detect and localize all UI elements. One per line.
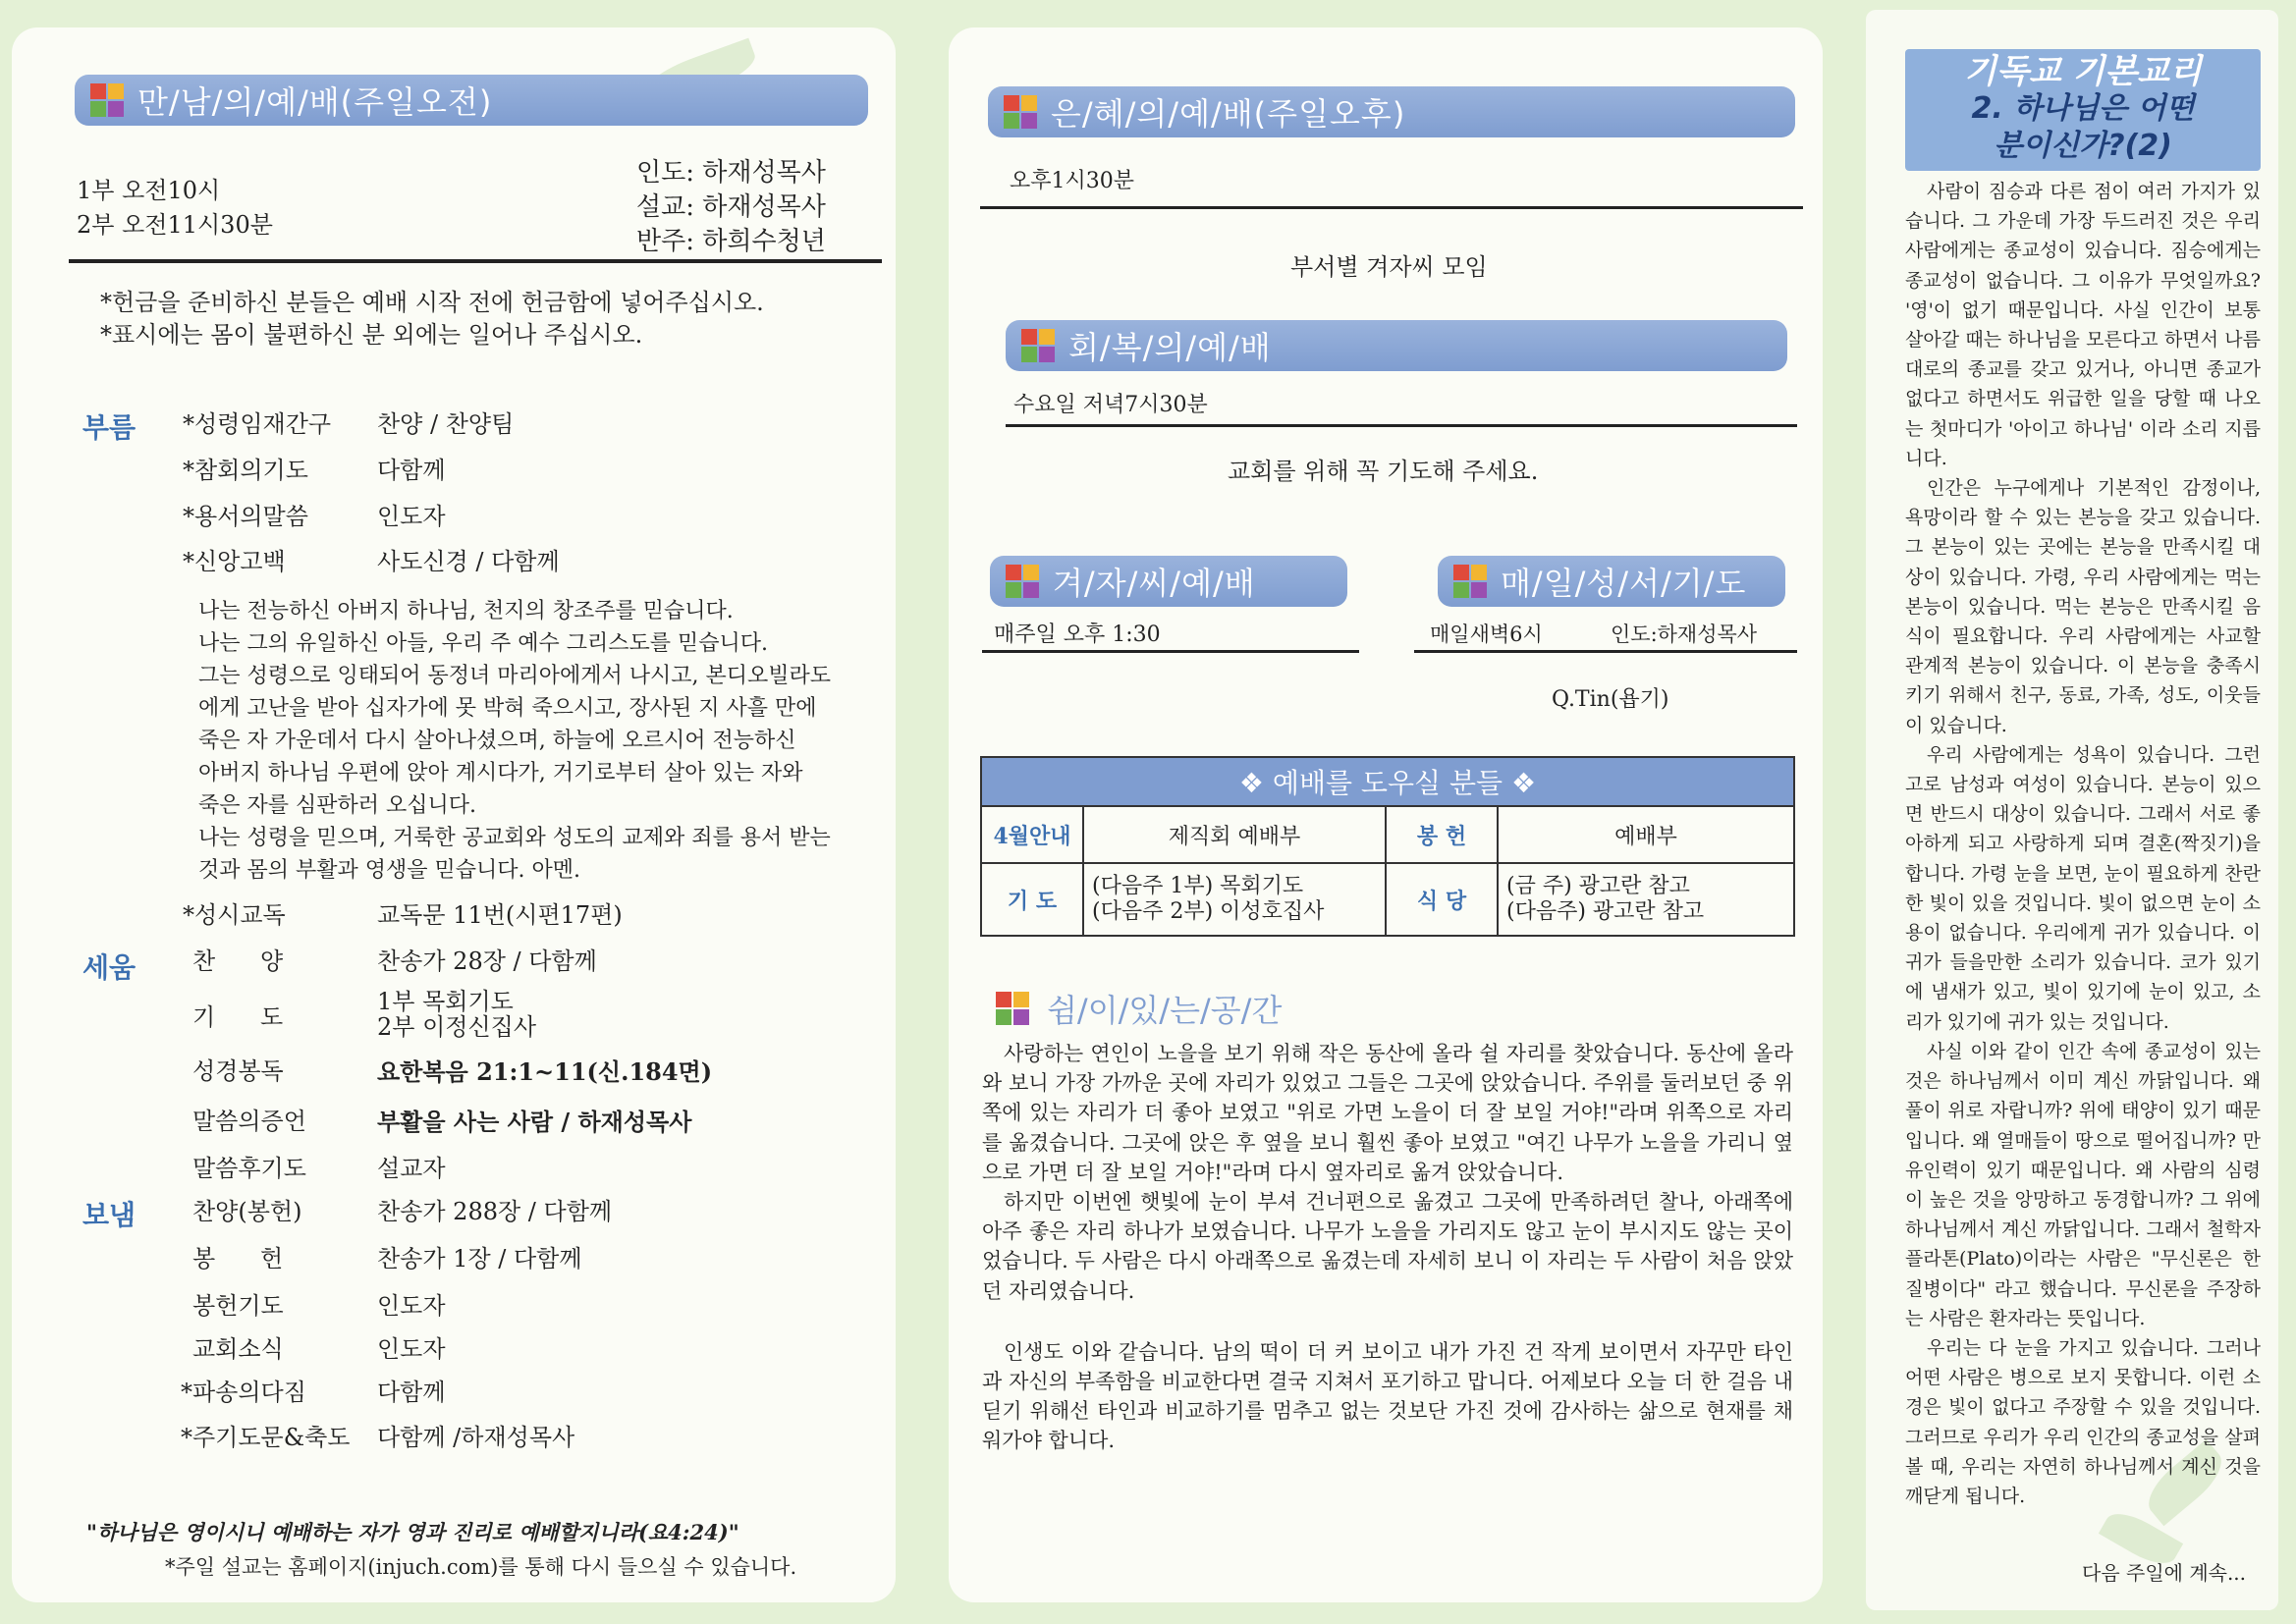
creed-line: 죽은 자를 심판하러 오십니다. (198, 793, 476, 818)
order-item-label: 말씀후기도 (192, 1155, 306, 1182)
rest-title: 쉼/이/있/는/공/간 (1047, 992, 1283, 1029)
afternoon-note: 부서별 겨자씨 모임 (1290, 253, 1488, 281)
accompanist: 반주: 하희수청년 (636, 227, 826, 256)
divider (980, 206, 1803, 209)
creed-line: 아버지 하나님 우편에 앉아 계시다가, 거기로부터 살아 있는 자와 (198, 761, 803, 785)
doctrine-subtitle: 2. 하나님은 어떤 (1971, 91, 2195, 126)
daily-leader: 인도:하재성목사 (1611, 623, 1758, 646)
order-item-value: 교독문 11번(시편17편) (377, 901, 623, 929)
order-item-value: 다함께 /하재성목사 (377, 1424, 575, 1451)
order-item-label: *성령임재간구 (183, 410, 332, 438)
prayer-value-line: (다음주 2부) 이성호집사 (1092, 899, 1325, 924)
order-item-label: 봉헌기도 (192, 1292, 284, 1320)
order-item-label: 말씀의증언 (192, 1108, 306, 1135)
rest-essay (982, 1039, 1793, 1456)
order-item-value: 찬송가 28장 / 다함께 (377, 947, 597, 975)
order-item-value: 찬송가 1장 / 다함께 (377, 1245, 582, 1272)
helpers-title: ❖ 예배를 도우실 분들 ❖ (980, 756, 1795, 807)
recovery-title: 회/복/의/예/배 (1068, 329, 1272, 366)
creed-line: 죽은 자 가운데서 다시 살아나셨으며, 하늘에 오르시어 전능하신 (198, 729, 796, 753)
doctrine-subtitle: 분이신가?(2) (1994, 129, 2172, 163)
paragraph: 인간은 누구에게나 기본적인 감정이나, 욕망이라 할 수 있는 본능을 갖고 있습니다. 그 본능이 있는 곳에는 본능을 만족시킬 대상이 있습니다. 가령, 우리 사람에게는 먹는 본능이 있습니다. 먹는 본능은 만족시킬 음식이 필요합니다. 우리 사람에게는 사교할 관계적 본능이 있습니다. 이 본능을 충족시키기 위해서 친구, 동료, 가족, 성도, 이웃들이 있습니다. (1905, 477, 2261, 736)
order-item-value: 다함께 (377, 457, 446, 484)
logo-squares-icon (90, 83, 124, 117)
table-row (981, 806, 1794, 863)
logo-squares-icon (1004, 95, 1037, 129)
meal-label: 식 당 (1386, 863, 1498, 936)
daily-title-bar (1438, 556, 1785, 607)
order-item-label: 교회소식 (192, 1335, 284, 1363)
order-item-value: 다함께 (377, 1379, 446, 1406)
paragraph: 인생도 이와 같습니다. 남의 떡이 더 커 보이고 내가 가진 건 작게 보이면서 자꾸만 타인과 자신의 부족함을 비교한다면 결국 지쳐서 포기하고 맙니다. 어제보다 오늘 더 한 걸음 내딛기 위해선 타인과 비교하기를 멈추고 없는 것보단 가진 것에 감사하는 삶으로 현재를 채워가야 합니다. (982, 1339, 1793, 1453)
notice-offering: *헌금을 준비하신 분들은 예배 시작 전에 헌금함에 넣어주십시오. (100, 289, 764, 316)
prayer-value-line: (다음주 1부) 목회기도 (1092, 874, 1304, 898)
order-item-value: 요한복음 21:1~11(신.184면) (377, 1057, 713, 1086)
paragraph: 사랑하는 연인이 노을을 보기 위해 작은 동산에 올라 쉴 자리를 찾았습니다. 동산에 올라와 보니 가장 가까운 곳에 자리가 있었고 그들은 그곳에 앉았습니다. 주위를 둘러보던 중 위쪽에 있는 자리가 더 좋아 보였고 "위로 가면 노을이 더 잘 보일 거야!"라며 위쪽으로 자리를 옮겼습니다. 그곳에 앉은 후 옆을 보니 훨씬 좋아 보였고 "여긴 나무가 노을을 가리니 옆으로 가면 더 잘 보일 거야!"라며 다시 옆자리로 옮겨 앉았습니다. (982, 1042, 1793, 1184)
order-item-label: *용서의말씀 (183, 503, 308, 530)
continued-note: 다음 주일에 계속... (2082, 1561, 2247, 1585)
creed-line: 나는 그의 유일하신 아들, 우리 주 예수 그리스도를 믿습니다. (198, 631, 768, 656)
recovery-time: 수요일 저녁7시30분 (1013, 393, 1208, 417)
group-label: 제직회 예배부 (1083, 806, 1386, 863)
prayer-value (1083, 863, 1386, 936)
afternoon-title-bar (988, 86, 1795, 137)
order-item-value: 인도자 (377, 503, 446, 530)
doctrine-essay (1905, 177, 2261, 1511)
helpers-table (980, 805, 1795, 937)
meal-value (1498, 863, 1794, 936)
afternoon-title: 은/혜/의/예/배(주일오후) (1051, 95, 1406, 133)
meal-value-line: (금 주) 광고란 참고 (1506, 874, 1690, 898)
order-item-label: *신앙고백 (183, 548, 286, 575)
meal-value-line: (다음주) 광고란 참고 (1506, 899, 1705, 924)
preacher: 설교: 하재성목사 (636, 192, 826, 222)
offer-label: 봉 헌 (1386, 806, 1498, 863)
logo-squares-icon (1453, 565, 1487, 598)
morning-title: 만/남/의/예/배(주일오전) (137, 83, 493, 121)
mustard-title: 겨/자/씨/예/배 (1053, 565, 1256, 602)
order-item-value: 설교자 (377, 1155, 446, 1182)
order-item-label: 성경봉독 (192, 1057, 284, 1085)
order-item-value: 찬송가 288장 / 다함께 (377, 1198, 613, 1225)
order-item-label: *참회의기도 (183, 457, 308, 484)
divider (1414, 650, 1797, 653)
section-sending: 보냄 (82, 1199, 137, 1231)
mustard-time: 매주일 오후 1:30 (994, 623, 1161, 647)
order-item-label: *주기도문&축도 (181, 1424, 351, 1451)
order-item-label: *성시교독 (183, 901, 286, 929)
divider (982, 650, 1359, 653)
section-calling: 부름 (82, 411, 137, 444)
mustard-title-bar (990, 556, 1347, 607)
notice-standing: *표시에는 몸이 불편하신 분 외에는 일어나 주십시오. (100, 321, 643, 349)
leader: 인도: 하재성목사 (636, 158, 826, 188)
doctrine-title: 기독교 기본교리 (1964, 52, 2202, 91)
order-item-label: 봉 헌 (192, 1245, 284, 1272)
logo-squares-icon (996, 992, 1029, 1025)
logo-squares-icon (1021, 329, 1055, 362)
creed-line: 나는 전능하신 아버지 하나님, 천지의 창조주를 믿습니다. (198, 599, 734, 623)
order-item-value: 사도신경 / 다함께 (377, 548, 560, 575)
scripture-verse: "하나님은 영이시니 예배하는 자가 영과 진리로 예배할지니라(요4:24)" (86, 1520, 739, 1544)
creed-line: 것과 몸의 부활과 영생을 믿습니다. 아멘. (198, 858, 580, 883)
order-item-value: 인도자 (377, 1335, 446, 1363)
creed-line: 나는 성령을 믿으며, 거룩한 공교회와 성도의 교제와 죄를 용서 받는 (198, 826, 831, 850)
paragraph: 사실 이와 같이 인간 속에 종교성이 있는 것은 하나님께서 이미 계신 까닭입니다. 왜 풀이 위로 자랍니까? 위에 태양이 있기 때문입니다. 왜 열매들이 땅으로 떨어집니까? 만유인력이 있기 때문입니다. 왜 사람의 심령이 높은 것을 앙망하고 동경합니까? 그 위에 하나님께서 계신 까닭입니다. 그래서 철학자 플라톤(Plato)이라는 사람은 "무신론은 한 질병이다" 라고 했습니다. 무신론을 주장하는 사람은 환자라는 뜻입니다. (1905, 1040, 2261, 1329)
month-label: 4월안내 (981, 806, 1083, 863)
order-item-value: 부활을 사는 사람 / 하재성목사 (377, 1108, 692, 1136)
daily-time: 매일새벽6시 (1430, 623, 1543, 646)
prayer-label: 기 도 (981, 863, 1083, 936)
paragraph: 우리는 다 눈을 가지고 있습니다. 그러나 어떤 사람은 병으로 보지 못합니다. 이런 소경은 빛이 없다고 주장할 수 있을 것입니다. 그러므로 우리가 우리 인간의 종교성을 살펴볼 때, 우리는 자연히 하나님께서 계신 것을 깨닫게 됩니다. (1905, 1336, 2261, 1507)
order-item-value: 찬양 / 찬양팀 (377, 410, 515, 438)
qtin: Q.Tin(욥기) (1552, 687, 1669, 712)
offer-value: 예배부 (1498, 806, 1794, 863)
divider (69, 259, 882, 263)
paragraph: 사람이 짐승과 다른 점이 여러 가지가 있습니다. 그 가운데 가장 두드러진 것은 우리 사람에게는 종교성이 있습니다. 짐승에게는 종교성이 없습니다. 그 이유가 무엇일까요? '영'이 없기 때문입니다. 사실 인간이 보통 살아갈 때는 하나님을 모른다고 하면서 나름 대로의 종교를 갖고 있거나, 아니면 종교가 없다고 하면서도 위급한 일을 당할 때 나오는 첫마디가 '아이고 하나님' 이라 소리 지릅니다. (1905, 181, 2261, 469)
creed-line: 그는 성령으로 잉태되어 동정녀 마리아에게서 나시고, 본디오빌라도 (198, 664, 832, 688)
rest-heading (996, 986, 1282, 1031)
divider (1006, 424, 1797, 427)
section-building: 세움 (82, 951, 137, 984)
logo-squares-icon (1006, 565, 1039, 598)
paragraph: 하지만 이번엔 햇빛에 눈이 부셔 건너편으로 옮겼고 그곳에 만족하려던 찰나, 아래쪽에 아주 좋은 자리 하나가 보였습니다. 나무가 노을을 가리지도 않고 눈이 부시지도 않는 곳이었습니다. 두 사람은 다시 아래쪽으로 옮겼는데 자세히 보니 이 자리는 두 사람이 처음 앉았던 자리였습니다. (982, 1190, 1793, 1303)
doctrine-title-box (1905, 49, 2261, 171)
sermon-footnote: *주일 설교는 홈페이지(injuch.com)를 통해 다시 들으실 수 있습니다. (165, 1555, 797, 1579)
afternoon-time: 오후1시30분 (1010, 169, 1134, 193)
order-item-label: 기 도 (192, 1003, 284, 1031)
order-item-label: 찬양(봉헌) (192, 1198, 302, 1225)
morning-title-bar (75, 75, 868, 126)
daily-title: 매/일/성/서/기/도 (1501, 565, 1747, 602)
creed-line: 에게 고난을 받아 십자가에 못 박혀 죽으시고, 장사된 지 사흘 만에 (198, 696, 817, 721)
recovery-note: 교회를 위해 꼭 기도해 주세요. (1228, 458, 1539, 485)
order-item-label: 찬 양 (192, 947, 284, 975)
order-item-value: 1부 목회기도 (377, 988, 514, 1015)
order-item-value: 2부 이정신집사 (377, 1013, 537, 1041)
order-item-label: *파송의다짐 (181, 1379, 306, 1406)
service-time-2: 2부 오전11시30분 (77, 211, 273, 239)
table-row (981, 863, 1794, 936)
service-time-1: 1부 오전10시 (77, 177, 221, 204)
paragraph: 우리 사람에게는 성욕이 있습니다. 그런고로 남성과 여성이 있습니다. 본능이 있으면 반드시 대상이 있습니다. 그래서 서로 좋아하게 되고 사랑하게 되며 결혼(짝짓기)을 합니다. 가령 눈을 보면, 눈이 필요하게 찬란한 빛이 있을 것입니다. 빛이 없으면 눈이 소용이 없습니다. 우리에게 귀가 있습니다. 이 귀가 들을만한 소리가 있습니다. 코가 있기에 냄새가 있고, 빛이 있기에 눈이 있고, 소리가 있기에 귀가 있는 것입니다. (1905, 743, 2261, 1033)
recovery-title-bar (1006, 320, 1787, 371)
order-item-value: 인도자 (377, 1292, 446, 1320)
